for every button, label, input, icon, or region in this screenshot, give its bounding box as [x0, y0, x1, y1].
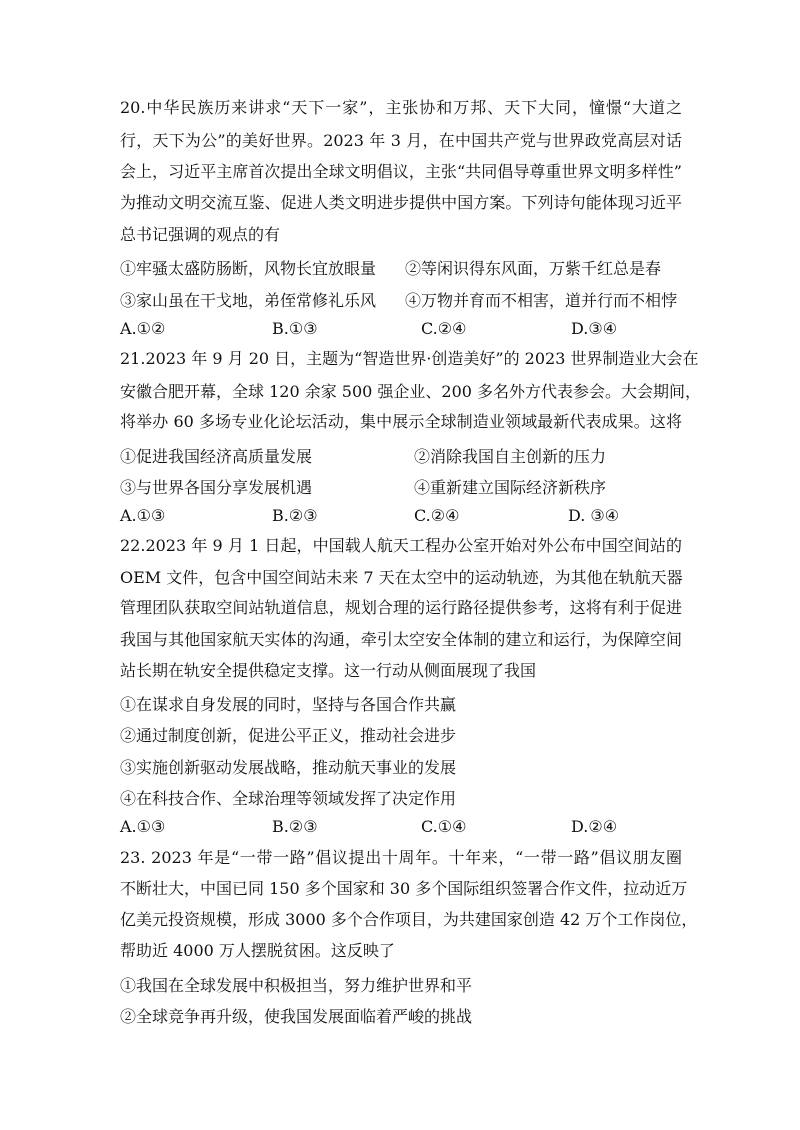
choice-a: A.①② — [120, 319, 166, 338]
statement-1: ①促进我国经济高质量发展 — [120, 447, 313, 466]
statement-4: ④在科技合作、全球治理等领域发挥了决定作用 — [120, 789, 457, 808]
question-text-line: 22.2023 年 9 月 1 日起，中国载人航天工程办公室开始对外公布中国空间站的 — [120, 536, 682, 555]
statement-2: ②通过制度创新，促进公平正义，推动社会进步 — [120, 726, 457, 745]
statement-3: ③实施创新驱动发展战略，推动航天事业的发展 — [120, 758, 457, 777]
choice-b: B.①③ — [272, 319, 318, 338]
question-text-line: 安徽合肥开幕，全球 120 余家 500 强企业、200 多名外方代表参会。大会期间， — [120, 382, 702, 401]
question-text-line: 我国与其他国家航天实体的沟通，牵引太空安全体制的建立和运行，为保障空间 — [120, 630, 682, 649]
question-text-line: 为推动文明交流互鉴、促进人类文明进步提供中国方案。下列诗句能体现习近平 — [120, 193, 682, 212]
choice-d: D.②④ — [571, 817, 618, 836]
choice-b: B.②③ — [272, 506, 318, 525]
choice-c: C.①④ — [421, 817, 467, 836]
statement-3: ③家山虽在干戈地，弟侄常修礼乐风 — [120, 291, 377, 310]
statement-2: ②消除我国自主创新的压力 — [414, 447, 607, 466]
choice-d: D.③④ — [571, 319, 618, 338]
question-text-line: 站长期在轨安全提供稳定支撑。这一行动从侧面展现了我国 — [120, 661, 537, 680]
statement-1: ①我国在全球发展中积极担当，努力维护世界和平 — [120, 976, 473, 995]
question-text-line: 亿美元投资规模，形成 3000 多个合作项目，为共建国家创造 42 万个工作岗位， — [120, 910, 698, 929]
question-text-line: 总书记强调的观点的有 — [120, 225, 281, 244]
statement-3: ③与世界各国分享发展机遇 — [120, 478, 313, 497]
question-text-line: 会上，习近平主席首次提出全球文明倡议，主张“共同倡导尊重世界文明多样性” — [120, 162, 682, 181]
statement-1: ①牢骚太盛防肠断，风物长宜放眼量 — [120, 259, 377, 278]
choice-d: D. ③④ — [568, 506, 620, 525]
question-text-line: 帮助近 4000 万人摆脱贫困。这反映了 — [120, 941, 395, 960]
question-text-line: OEM 文件，包含中国空间站未来 7 天在太空中的运动轨迹，为其他在轨航天器 — [120, 568, 683, 587]
statement-4: ④万物并育而不相害，道并行而不相悖 — [405, 291, 678, 310]
statement-2: ②等闲识得东风面，万紫千红总是春 — [405, 259, 662, 278]
statement-1: ①在谋求自身发展的同时，坚持与各国合作共赢 — [120, 695, 457, 714]
choice-c: C.②④ — [414, 506, 460, 525]
choice-a: A.①③ — [120, 506, 166, 525]
choice-c: C.②④ — [421, 319, 467, 338]
choice-b: B.②③ — [272, 817, 318, 836]
question-text-line: 将举办 60 多场专业化论坛活动，集中展示全球制造业领域最新代表成果。这将 — [120, 412, 682, 431]
statement-4: ④重新建立国际经济新秩序 — [414, 478, 607, 497]
question-text-line: 管理团队获取空间站轨道信息，规划合理的运行路径提供参考，这将有利于促进 — [120, 598, 682, 617]
choice-a: A.①③ — [120, 817, 166, 836]
question-text-line: 行，天下为公”的美好世界。2023 年 3 月，在中国共产党与世界政党高层对话 — [120, 131, 682, 150]
question-text-line: 不断壮大，中国已同 150 多个国家和 30 多个国际组织签署合作文件，拉动近万 — [120, 879, 688, 898]
question-text-line: 21.2023 年 9 月 20 日，主题为“智造世界·创造美好”的 2023 世界制造业大会在 — [120, 349, 699, 368]
question-text-line: 20.中华民族历来讲求“天下一家”，主张协和万邦、天下大同，憧憬“大道之 — [120, 98, 682, 117]
question-text-line: 23. 2023 年是“一带一路”倡议提出十周年。十年来，“一带一路”倡议朋友圈 — [120, 848, 682, 867]
statement-2: ②全球竞争再升级，使我国发展面临着严峻的挑战 — [120, 1007, 473, 1026]
